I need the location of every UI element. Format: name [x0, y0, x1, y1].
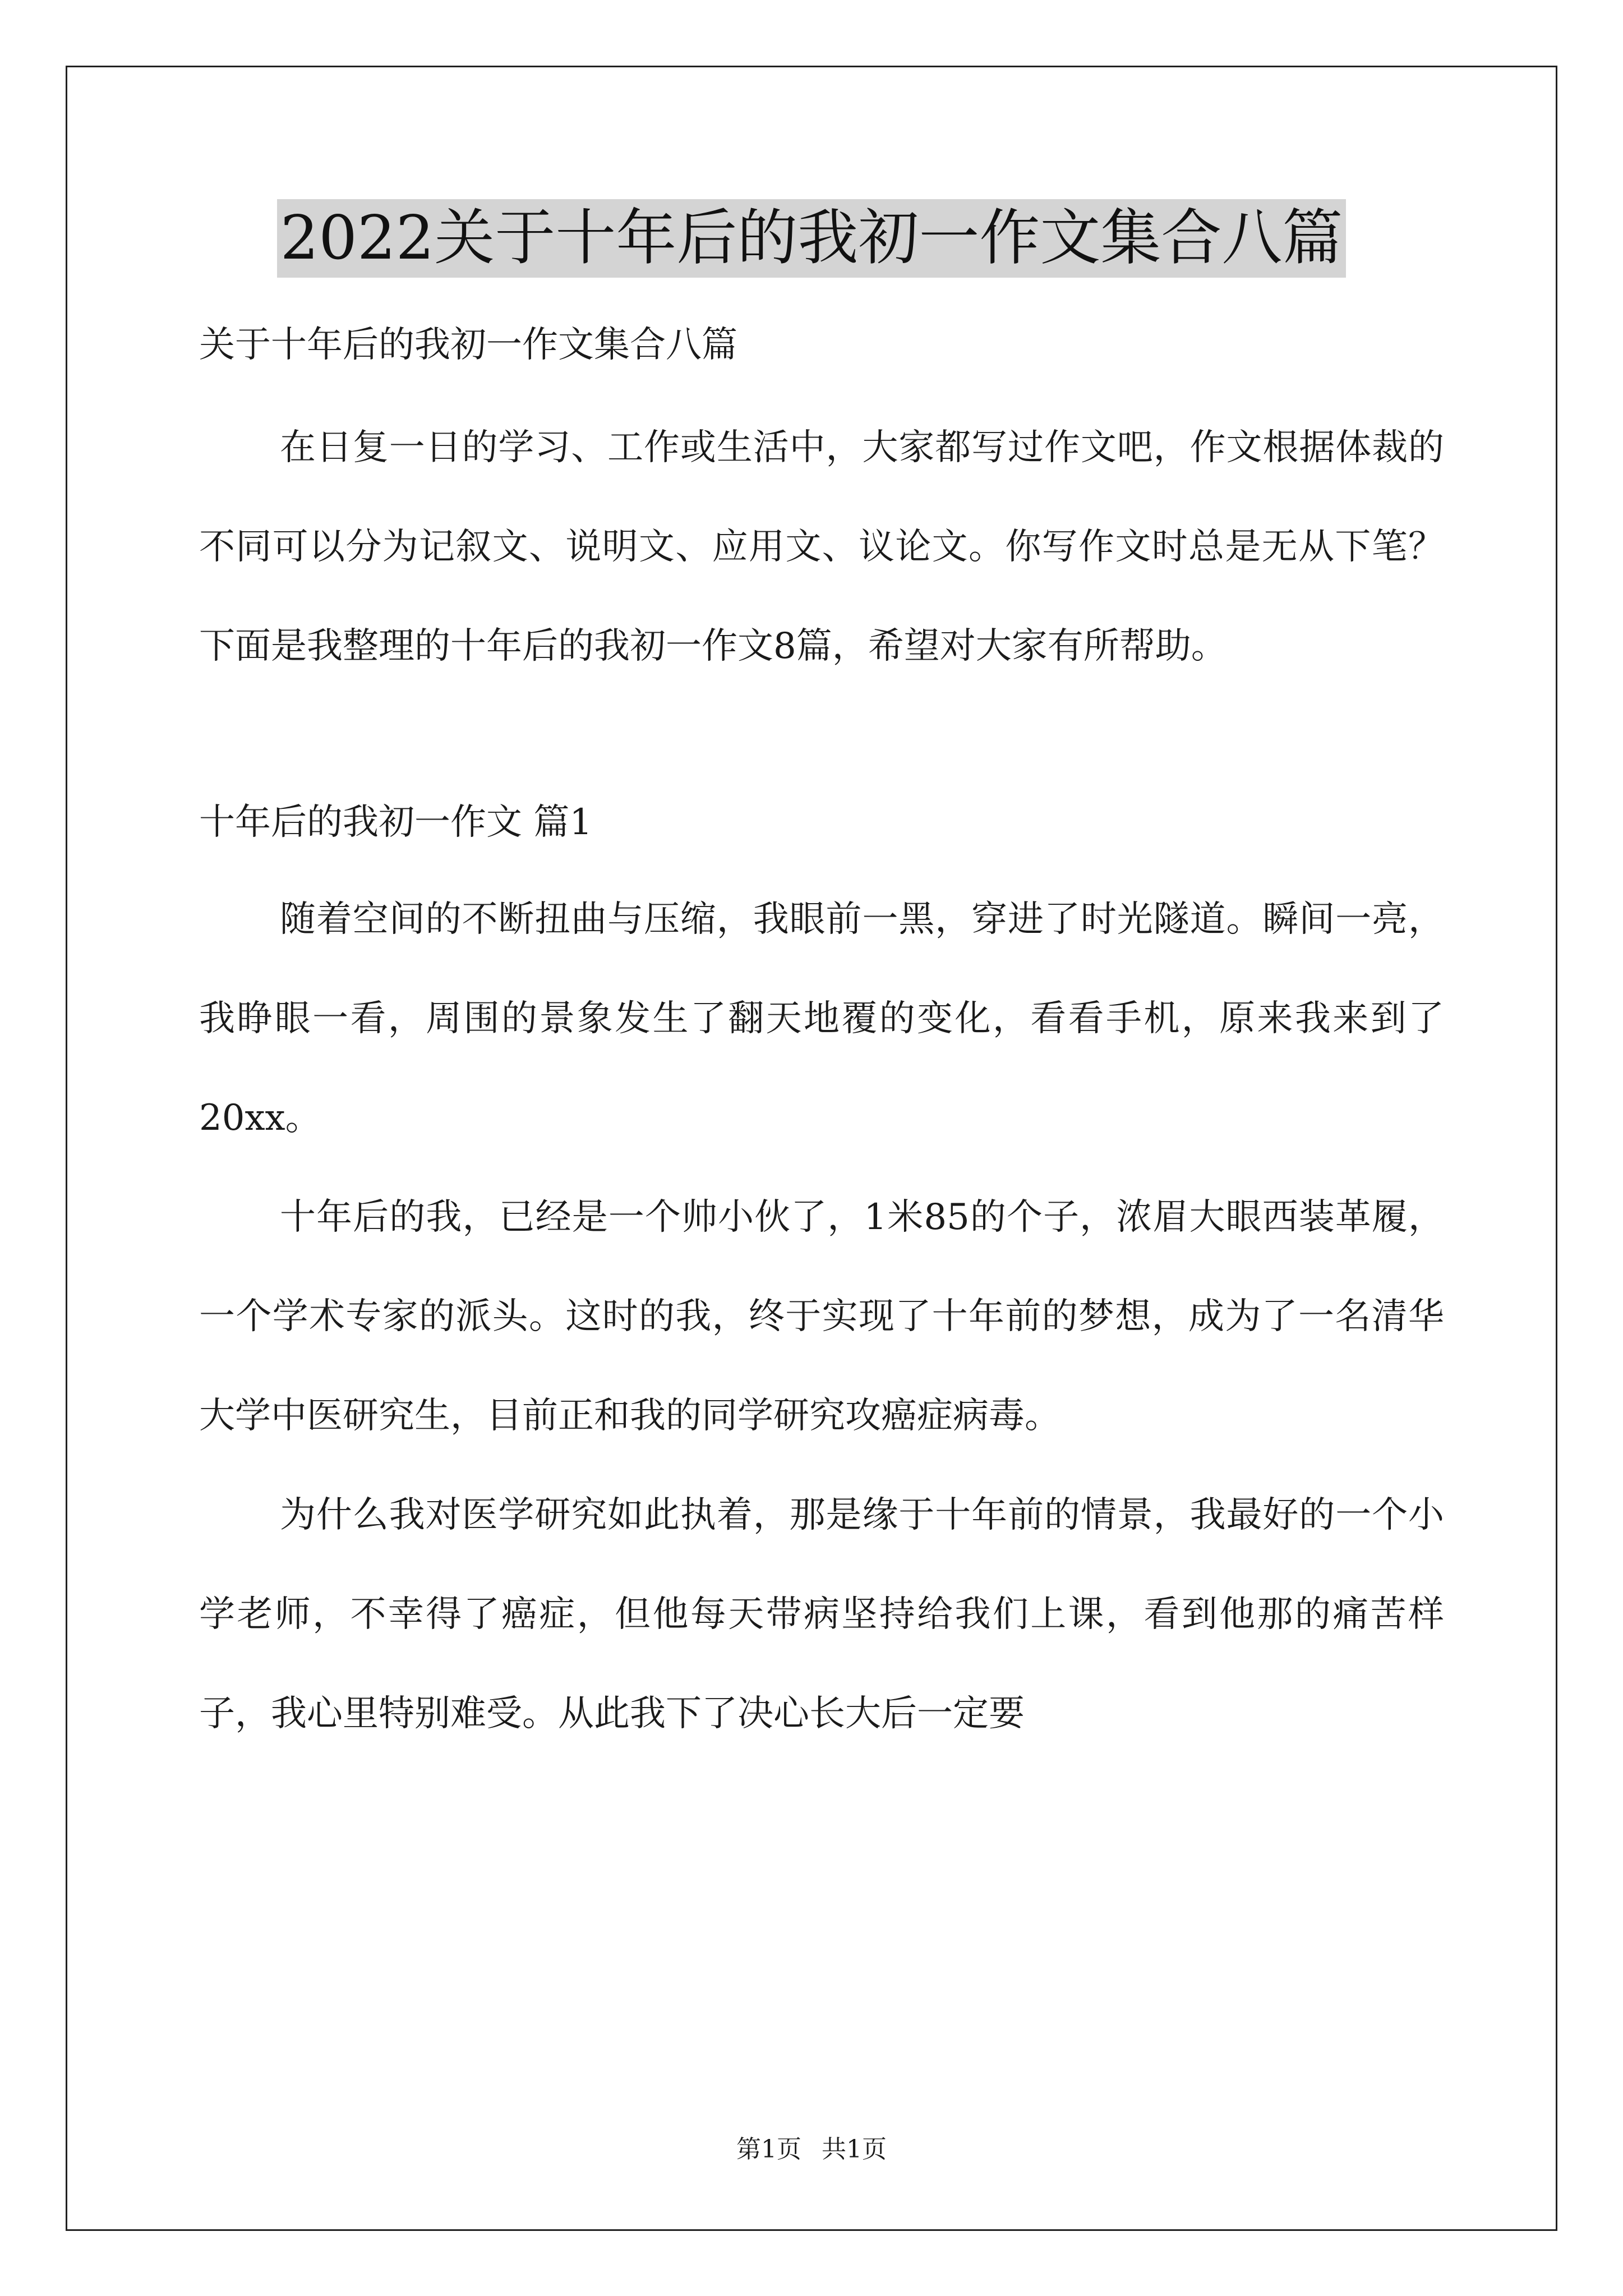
document-title: 2022关于十年后的我初一作文集合八篇: [277, 199, 1347, 278]
page-footer: [0, 2134, 1623, 2165]
intro-paragraph: 在日复一日的学习、工作或生活中，大家都写过作文吧，作文根据体裁的不同可以分为记叙文、说明文、应用文、议论文。你写作文时总是无从下笔？下面是我整理的十年后的我初一作文8篇，希望对大家有所帮助。: [199, 427, 1444, 667]
document-subtitle: 关于十年后的我初一作文集合八篇: [199, 324, 737, 366]
title-container: [0, 199, 1623, 278]
body-paragraph: 十年后的我，已经是一个帅小伙了，1米85的个子，浓眉大眼西装革履，一个学术专家的派头。这时的我，终于实现了十年前的梦想，成为了一名清华大学中医研究生，目前正和我的同学研究攻癌症病毒。: [199, 1197, 1444, 1437]
section-heading: 十年后的我初一作文 篇1: [199, 802, 593, 843]
page-total: 共1页: [822, 2135, 887, 2164]
body-paragraph: 为什么我对医学研究如此执着，那是缘于十年前的情景，我最好的一个小学老师，不幸得了癌症，但他每天带病坚持给我们上课，看到他那的痛苦样子，我心里特别难受。从此我下了决心长大后一定要: [199, 1494, 1444, 1734]
body-paragraph: 随着空间的不断扭曲与压缩，我眼前一黑，穿进了时光隧道。瞬间一亮，我睁眼一看，周围的景象发生了翻天地覆的变化，看看手机，原来我来到了20xx。: [199, 899, 1444, 1139]
document-body: [199, 314, 1444, 1764]
page-number: 第1页: [736, 2135, 801, 2164]
